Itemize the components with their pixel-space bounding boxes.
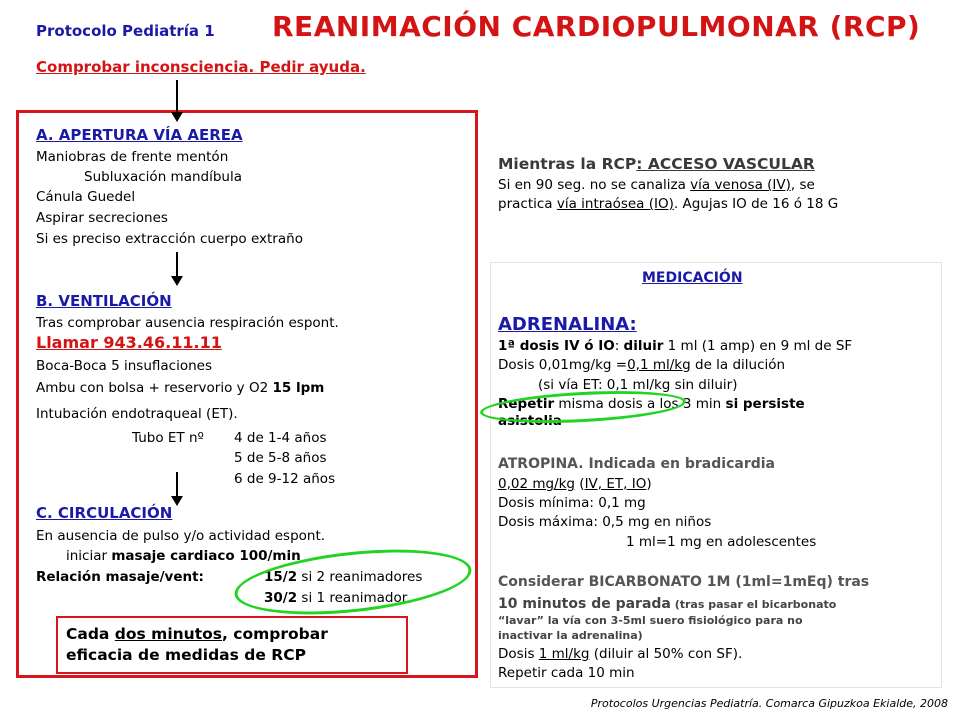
atropina-line: Dosis máxima: 0,5 mg en niños — [498, 514, 712, 530]
ratio-value: 30/2 — [264, 590, 298, 606]
arrow-line-3 — [176, 472, 178, 496]
atropina-routes: IV, ET, IO — [584, 476, 647, 492]
section-b-line: Tras comprobar ausencia respiración espont. — [36, 315, 339, 331]
ratio-desc: si 1 reanimador — [297, 590, 408, 606]
massage-line — [66, 546, 301, 566]
adrenalina-line — [498, 356, 785, 375]
bicarbonato-line: Repetir cada 10 min — [498, 665, 635, 681]
atropina-line: 1 ml=1 mg en adolescentes — [626, 534, 817, 550]
ratio-value: 15/2 — [264, 569, 298, 585]
adrenalina-dose: 0,1 ml/kg — [627, 357, 691, 373]
bicarbonato-note: inactivar la adrenalina) — [498, 629, 643, 642]
section-c-heading: C. CIRCULACIÓN — [36, 504, 173, 522]
oxygen-flow: 15 lpm — [272, 380, 325, 396]
section-a-line: Si es preciso extracción cuerpo extraño — [36, 231, 303, 247]
atropina-line: Dosis mínima: 0,1 mg — [498, 495, 646, 511]
section-a-line: Aspirar secreciones — [36, 210, 168, 226]
vascular-text: , se — [790, 177, 815, 193]
adrenalina-line: (si vía ET: 0,1 ml/kg sin diluir) — [538, 377, 738, 393]
section-b-line: Intubación endotraqueal (ET). — [36, 406, 238, 422]
bicarbonato-time: 10 minutos de parada — [498, 596, 671, 612]
adrenalina-line: asistolia — [498, 413, 562, 429]
section-a-line: Subluxación mandíbula — [84, 169, 242, 185]
tube-row: 6 de 9-12 años — [234, 471, 336, 487]
adrenalina-repeat: Repetir — [498, 396, 555, 412]
note-emphasis: dos minutos — [114, 625, 222, 643]
adrenalina-text: 1 ml (1 amp) en 9 ml de SF — [663, 338, 853, 354]
note-box — [56, 616, 408, 674]
section-b-line: Boca-Boca 5 insuflaciones — [36, 358, 212, 374]
arrow-down-icon — [171, 276, 183, 286]
page-title: REANIMACIÓN CARDIOPULMONAR (RCP) — [272, 10, 921, 43]
atropina-title: ATROPINA. Indicada en bradicardia — [498, 456, 775, 472]
vascular-text: Si en 90 seg. no se canaliza — [498, 177, 691, 193]
vascular-line — [498, 195, 838, 214]
section-a-line: Cánula Guedel — [36, 189, 136, 205]
atropina-text: ) — [646, 476, 652, 492]
massage-prefix: iniciar — [66, 548, 112, 564]
section-a-heading: A. APERTURA VÍA AEREA — [36, 126, 243, 144]
tube-row: 4 de 1-4 años — [234, 430, 327, 446]
vascular-heading-prefix: Mientras la RCP — [498, 155, 637, 173]
atropina-dose: 0,02 mg/kg — [498, 476, 576, 492]
section-b-heading: B. VENTILACIÓN — [36, 292, 172, 310]
footer-credit: Protocolos Urgencias Pediatría. Comarca Gipuzkoa Ekialde, 2008 — [590, 697, 948, 710]
bicarbonato-text: (diluir al 50% con SF). — [589, 646, 743, 662]
adrenalina-line — [498, 337, 852, 356]
vascular-text: practica — [498, 196, 557, 212]
adrenalina-dose-label: 1ª dosis IV ó IO — [498, 338, 615, 354]
adrenalina-title: ADRENALINA: — [498, 314, 637, 335]
massage-rate: masaje cardiaco 100/min — [111, 548, 301, 564]
adrenalina-text: misma dosis a los 3 min — [554, 396, 726, 412]
note-text — [66, 624, 328, 666]
bicarbonato-dose: 1 ml/kg — [538, 646, 590, 662]
adrenalina-text: de la dilución — [690, 357, 786, 373]
atropina-line — [498, 475, 652, 494]
ratio-desc: si 2 reanimadores — [297, 569, 423, 585]
vascular-iv: vía venosa (IV) — [690, 177, 791, 193]
adrenalina-text: Dosis 0,01mg/kg = — [498, 357, 628, 373]
bicarbonato-note: “lavar” la vía con 3-5ml suero fisiológico para no — [498, 614, 803, 627]
vascular-line — [498, 176, 815, 195]
emergency-call-number: Llamar 943.46.11.11 — [36, 333, 222, 352]
adrenalina-persist: si persiste — [725, 396, 805, 412]
ratio-label: Relación masaje/vent: — [36, 569, 204, 585]
vascular-heading-rest: : ACCESO VASCULAR — [636, 155, 815, 173]
tube-label: Tubo ET nº — [132, 430, 204, 446]
protocol-label: Protocolo Pediatría 1 — [36, 22, 215, 40]
note-part: Cada — [66, 625, 115, 643]
adrenalina-text: : — [614, 338, 624, 354]
bicarbonato-note: (tras pasar el bicarbonato — [670, 598, 837, 611]
arrow-line-2 — [176, 252, 178, 276]
arrow-line-1 — [176, 80, 178, 112]
ambu-text: Ambu con bolsa + reservorio y O2 — [36, 380, 273, 396]
arrow-down-icon — [171, 496, 183, 506]
bicarbonato-line — [498, 645, 742, 664]
atropina-text: ( — [575, 476, 585, 492]
note-line-2: eficacia de medidas de RCP — [66, 646, 306, 664]
bicarbonato-line — [498, 593, 836, 612]
medication-heading: MEDICACIÓN — [642, 270, 743, 286]
vascular-io: vía intraósea (IO) — [556, 196, 674, 212]
section-a-line: Maniobras de frente mentón — [36, 149, 229, 165]
tube-row: 5 de 5-8 años — [234, 450, 327, 466]
adrenalina-dilute: diluir — [623, 338, 664, 354]
check-consciousness-text: Comprobar inconsciencia. Pedir ayuda. — [36, 58, 366, 76]
ambu-line — [36, 378, 324, 398]
note-part: , comprobar — [221, 625, 328, 643]
bicarbonato-text: Dosis — [498, 646, 539, 662]
vascular-text: . Agujas IO de 16 ó 18 G — [673, 196, 839, 212]
bicarbonato-line: Considerar BICARBONATO 1M (1ml=1mEq) tras — [498, 574, 870, 590]
arrow-down-icon — [171, 112, 183, 122]
vascular-heading — [498, 155, 815, 173]
section-c-line: En ausencia de pulso y/o actividad espont. — [36, 528, 326, 544]
